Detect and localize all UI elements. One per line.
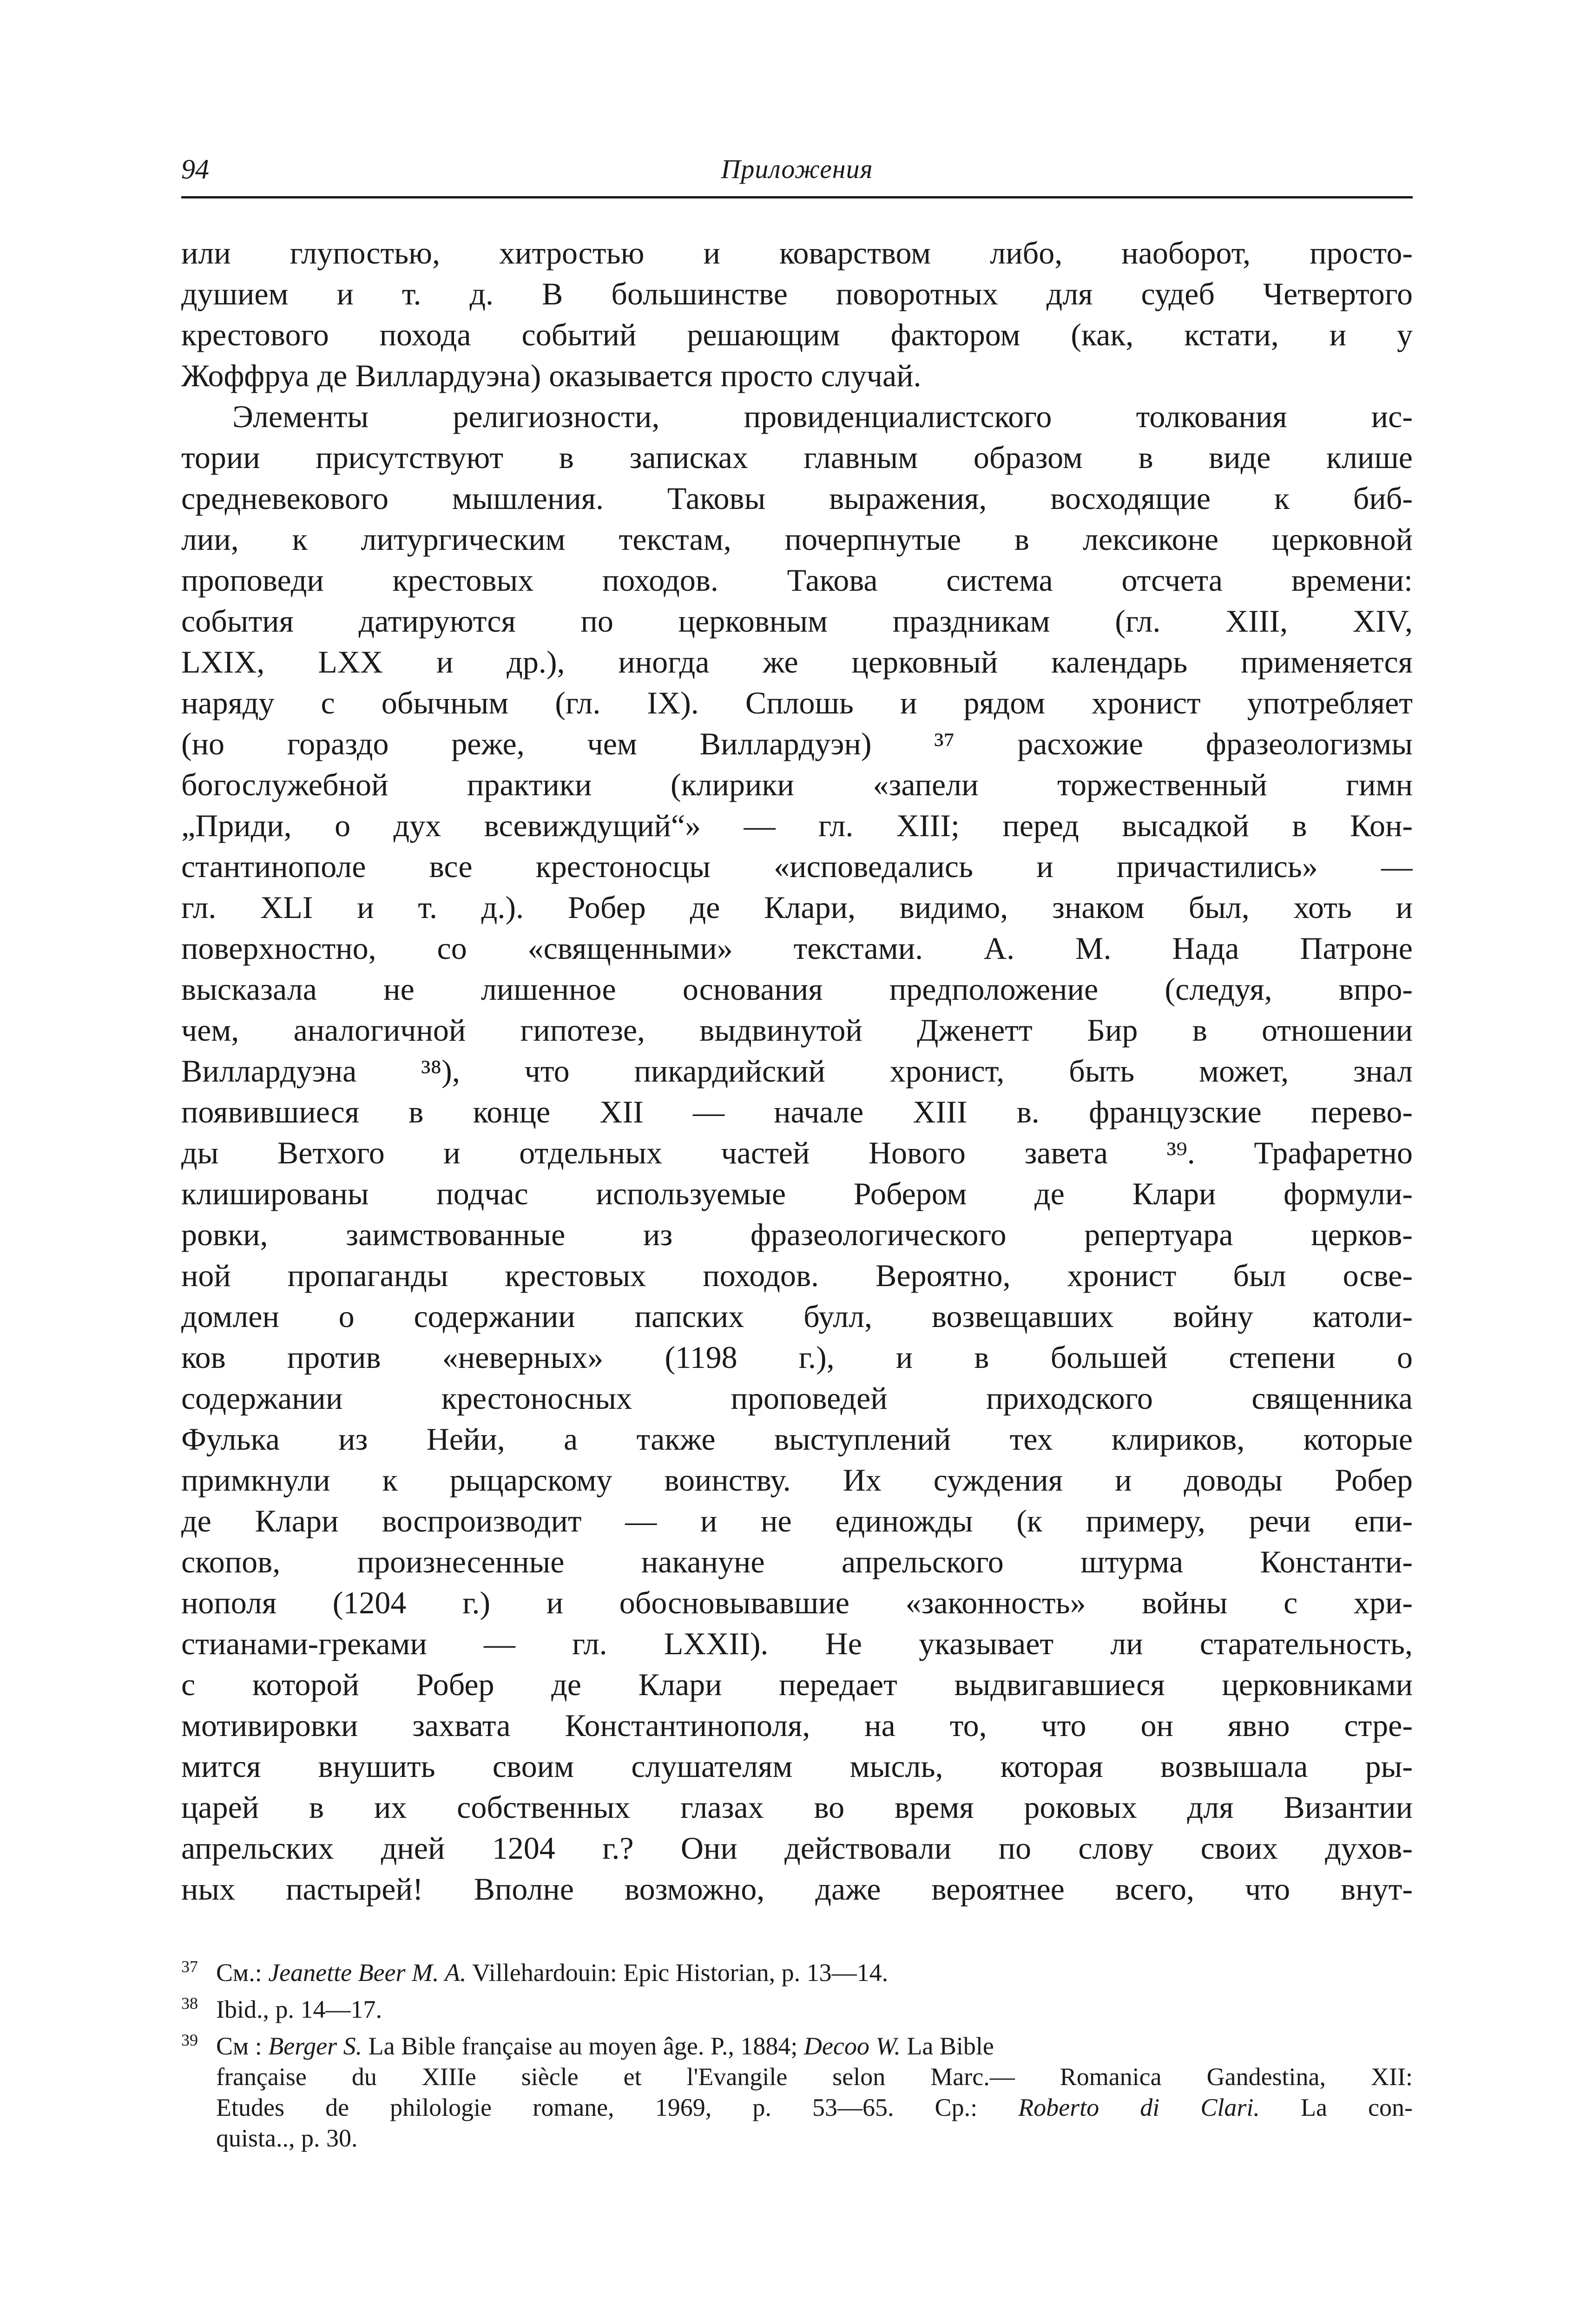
footnote-text: La Bible: [900, 2032, 994, 2060]
footnote-39: [181, 2025, 1413, 2061]
footnote-text: La Bible française au moyen âge. P., 1884;: [362, 2032, 804, 2060]
footnote-39-line-4: quista.., p. 30.: [216, 2124, 358, 2152]
text-line: наряду с обычным (гл. IX). Сплошь и рядом хронист употребляет: [181, 685, 1413, 720]
text-line: Фулька из Нейи, а также выступлений тех клириков, которые: [181, 1421, 1413, 1457]
text-line: лии, к литургическим текстам, почерпнутые в лексиконе церковной: [181, 522, 1413, 557]
text-line: высказала не лишенное основания предположение (следуя, впро-: [181, 971, 1413, 1007]
text-line: гл. XLI и т. д.). Робер де Клари, видимо, знаком был, хоть и: [181, 890, 1413, 925]
page-number: 94: [181, 154, 209, 185]
text-line: апрельских дней 1204 г.? Они действовали по слову своих духов-: [181, 1830, 1413, 1866]
footnote-text: Etudes de philologie romane, 1969, p. 53—65. Ср.:: [216, 2093, 1019, 2121]
text-line: домлен о содержании папских булл, возвещавших войну католи-: [181, 1299, 1413, 1334]
text-line: ных пастырей! Вполне возможно, даже вероятнее всего, что внут-: [181, 1871, 1413, 1907]
text-line: Жоффруа де Виллардуэна) оказывается просто случай.: [181, 358, 922, 393]
text-line: чем, аналогичной гипотезе, выдвинутой Дженетт Бир в отношении: [181, 1012, 1413, 1048]
text-line: появившиеся в конце XII — начале XIII в. французские перево-: [181, 1094, 1413, 1129]
text-line: стантинополе все крестоносцы «исповедались и причастились» —: [181, 849, 1413, 884]
footnotes: [181, 1951, 1413, 2153]
text-line: ной пропаганды крестовых походов. Вероятно, хронист был осве-: [181, 1258, 1413, 1293]
text-line: Виллардуэна ³⁸), что пикардийский хронист, быть может, знал: [181, 1053, 1413, 1089]
footnote-39-line-3: [181, 2092, 1413, 2123]
text-line: скопов, произнесенные накануне апрельского штурма Константи-: [181, 1544, 1413, 1579]
footnote-author: Berger S.: [268, 2032, 362, 2060]
text-line: содержании крестоносных проповедей приходского священника: [181, 1380, 1413, 1416]
footnote-text: См :: [216, 2032, 269, 2060]
text-line: средневекового мышления. Таковы выражения, восходящие к биб-: [181, 481, 1413, 516]
text-line: де Клари воспроизводит — и не единожды (к примеру, речи епи-: [181, 1503, 1413, 1538]
text-line: проповеди крестовых походов. Такова система отсчета времени:: [181, 562, 1413, 598]
text-line: душием и т. д. В большинстве поворотных для судеб Четвертого: [181, 276, 1413, 311]
text-line: крестового похода событий решающим фактором (как, кстати, и у: [181, 317, 1413, 352]
body-text: [181, 232, 1413, 1909]
text-line: поверхностно, со «священными» текстами. А. М. Нада Патроне: [181, 931, 1413, 966]
footnote-text: См.:: [216, 1959, 269, 1987]
text-line: с которой Робер де Клари передает выдвигавшиеся церковниками: [181, 1667, 1413, 1702]
page-header: [181, 153, 1413, 205]
text-line: царей в их собственных глазах во время роковых для Византии: [181, 1789, 1413, 1825]
footnote-number: 37: [181, 1957, 198, 1976]
running-title: Приложения: [721, 154, 873, 184]
book-page: [181, 153, 1413, 2153]
text-line: или глупостью, хитростью и коварством либо, наоборот, просто-: [181, 235, 1413, 271]
footnote-38: [181, 1988, 1413, 2025]
text-line: LXIX, LXX и др.), иногда же церковный календарь применяется: [181, 644, 1413, 680]
text-line: нополя (1204 г.) и обосновывавшие «законность» войны с хри-: [181, 1585, 1413, 1620]
text-line: примкнули к рыцарскому воинству. Их суждения и доводы Робер: [181, 1462, 1413, 1498]
text-line: Элементы религиозности, провиденциалистского толкования ис-: [232, 399, 1413, 434]
text-line: события датируются по церковным праздникам (гл. XIII, XIV,: [181, 603, 1413, 639]
footnote-37: [181, 1951, 1413, 1988]
text-line: богослужебной практики (клирики «запели торжественный гимн: [181, 767, 1413, 802]
text-line: тории присутствуют в записках главным образом в виде клише: [181, 440, 1413, 475]
text-line: (но гораздо реже, чем Виллардуэн) ³⁷ расхожие фразеологизмы: [181, 726, 1413, 761]
footnote-number: 39: [181, 2031, 198, 2049]
text-line: мотивировки захвата Константинополя, на то, что он явно стре-: [181, 1708, 1413, 1743]
footnote-number: 38: [181, 1994, 198, 2013]
footnote-text: Villehardouin: Epic Historian, p. 13—14.: [466, 1959, 889, 1987]
text-line: „Приди, о дух всевиждущий“» — гл. XIII; перед высадкой в Кон-: [181, 808, 1413, 843]
footnote-author: Jeanette Beer M. A.: [268, 1959, 467, 1987]
text-line: клишированы подчас используемые Робером де Клари формули-: [181, 1176, 1413, 1211]
text-line: ровки, заимствованные из фразеологического репертуара церков-: [181, 1217, 1413, 1252]
footnote-author: Decoo W.: [803, 2032, 901, 2060]
footnote-text: Ibid., p. 14—17.: [216, 1995, 382, 2023]
text-line: мится внушить своим слушателям мысль, которая возвышала ры-: [181, 1749, 1413, 1784]
text-line: ков против «неверных» (1198 г.), и в большей степени о: [181, 1340, 1413, 1375]
footnote-author: Roberto di Clari.: [1018, 2093, 1260, 2121]
header-rule: [181, 196, 1413, 198]
text-line: стианами-греками — гл. LXXII). Не указывает ли старательность,: [181, 1626, 1413, 1661]
footnote-text: La con-: [1259, 2093, 1413, 2121]
text-line: ды Ветхого и отдельных частей Нового завета ³⁹. Трафаретно: [181, 1135, 1413, 1170]
footnote-39-line-2: française du XIIIe siècle et l'Evangile selon Marc.— Romanica Gandestina, XII:: [216, 2063, 1413, 2091]
